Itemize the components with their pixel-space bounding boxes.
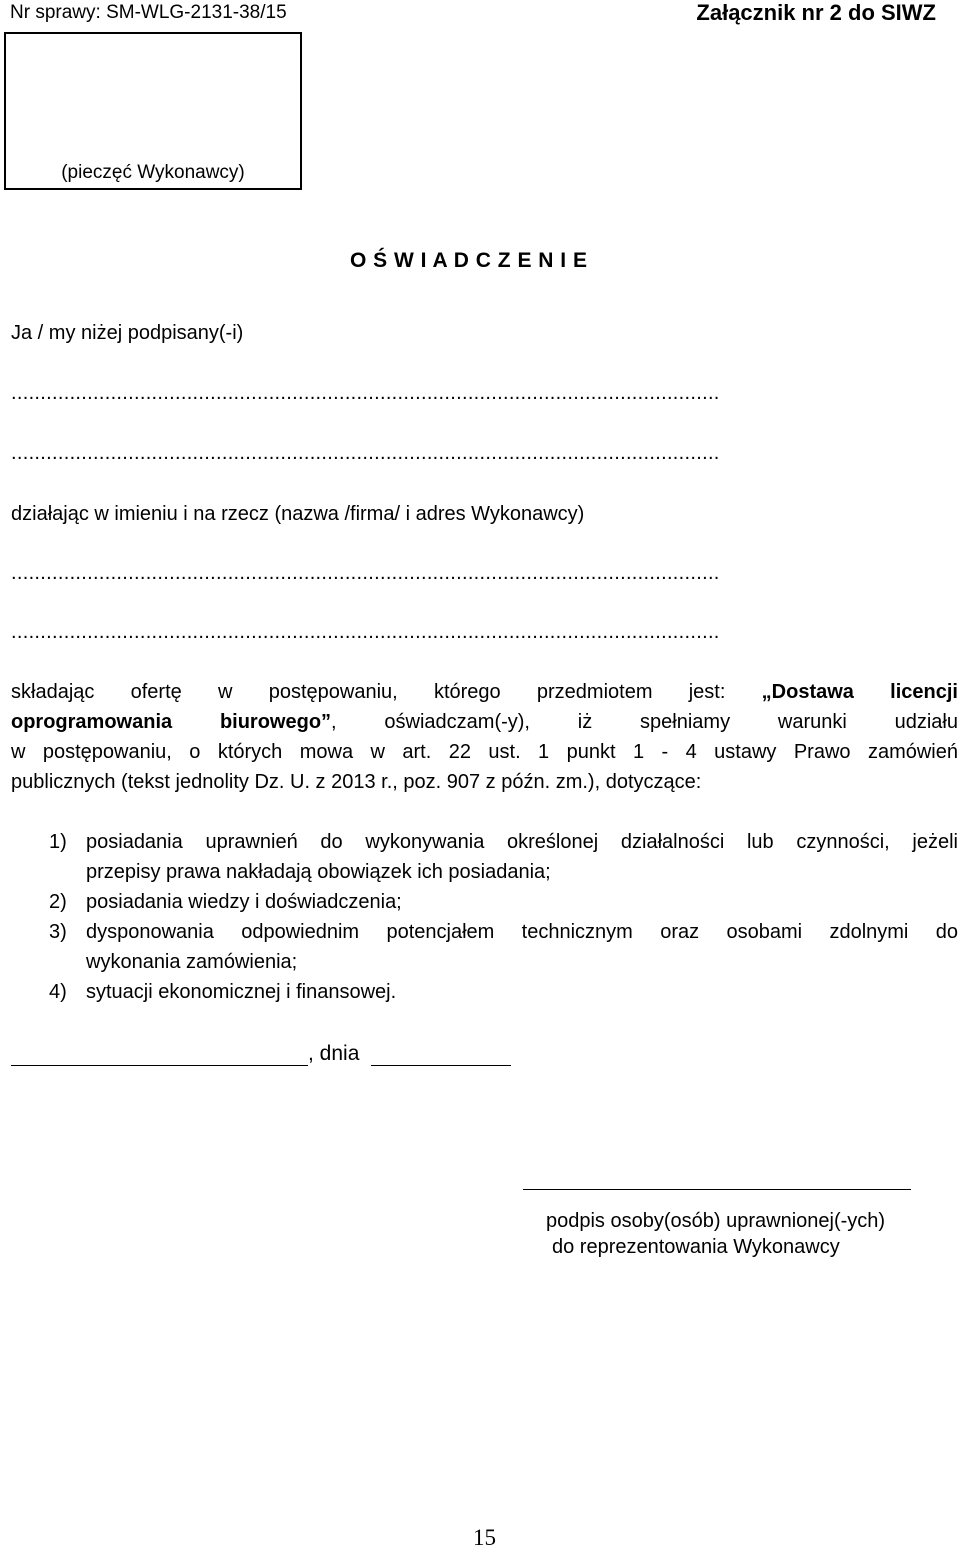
contractor-dots-line-2: .........................................................................................................................: [11, 621, 720, 643]
list-item: 3) dysponowania odpowiednim potencjałem technicznym oraz osobami zdolnymi do wykonania zamówienia;: [49, 921, 958, 973]
subject-bold-2: oprogramowania biurowego”: [11, 711, 332, 733]
paragraph-line-3: w postępowaniu, o których mowa w art. 22 ust. 1 punkt 1 - 4 ustawy Prawo zamówień: [11, 741, 958, 763]
place-blank: [11, 1041, 308, 1066]
list-item: 4) sytuacji ekonomicznej i finansowej.: [49, 981, 397, 1003]
list-item: 2) posiadania wiedzy i doświadczenia;: [49, 891, 402, 913]
annex-label: Załącznik nr 2 do SIWZ: [696, 0, 936, 25]
paragraph-line-4: publicznych (tekst jednolity Dz. U. z 2013 r., poz. 907 z późn. zm.), dotyczące:: [11, 771, 702, 793]
subject-bold-1: „Dostawa licencji: [761, 681, 958, 703]
contractor-stamp-box: [4, 32, 302, 190]
conditions-list: [11, 827, 958, 1007]
signature-caption-1: podpis osoby(osób) uprawnionej(-ych): [546, 1210, 886, 1232]
signatory-dots-line-1: .........................................................................................................................: [11, 382, 720, 404]
case-number: Nr sprawy: SM-WLG-2131-38/15: [10, 2, 287, 23]
place-date-line: [11, 1041, 511, 1066]
list-item: 1) posiadania uprawnień do wykonywania określonej działalności lub czynności, jeżeli przepisy prawa nakładają obowiązek ich posiadania;: [49, 831, 958, 883]
document-title: O Ś W I A D C Z E N I E: [350, 249, 588, 272]
paragraph-line-1: składając ofertę w postępowaniu, którego przedmiotem jest: „Dostawa licencji: [11, 681, 958, 703]
stamp-caption: (pieczęć Wykonawcy): [61, 162, 245, 183]
acting-label: działając w imieniu i na rzecz (nazwa /firma/ i adres Wykonawcy): [11, 503, 585, 525]
signatory-label: Ja / my niżej podpisany(-i): [11, 322, 244, 344]
signature-line: [523, 1189, 911, 1190]
date-label: , dnia: [308, 1042, 360, 1065]
date-blank: [371, 1041, 511, 1066]
contractor-dots-line-1: .........................................................................................................................: [11, 562, 720, 584]
signature-caption-2: do reprezentowania Wykonawcy: [552, 1236, 840, 1258]
paragraph-line-2: oprogramowania biurowego”, oświadczam(-y), iż spełniamy warunki udziału: [11, 711, 958, 733]
page-number: 15: [473, 1525, 496, 1550]
declaration-paragraph: [11, 677, 958, 797]
signatory-dots-line-2: .........................................................................................................................: [11, 442, 720, 464]
